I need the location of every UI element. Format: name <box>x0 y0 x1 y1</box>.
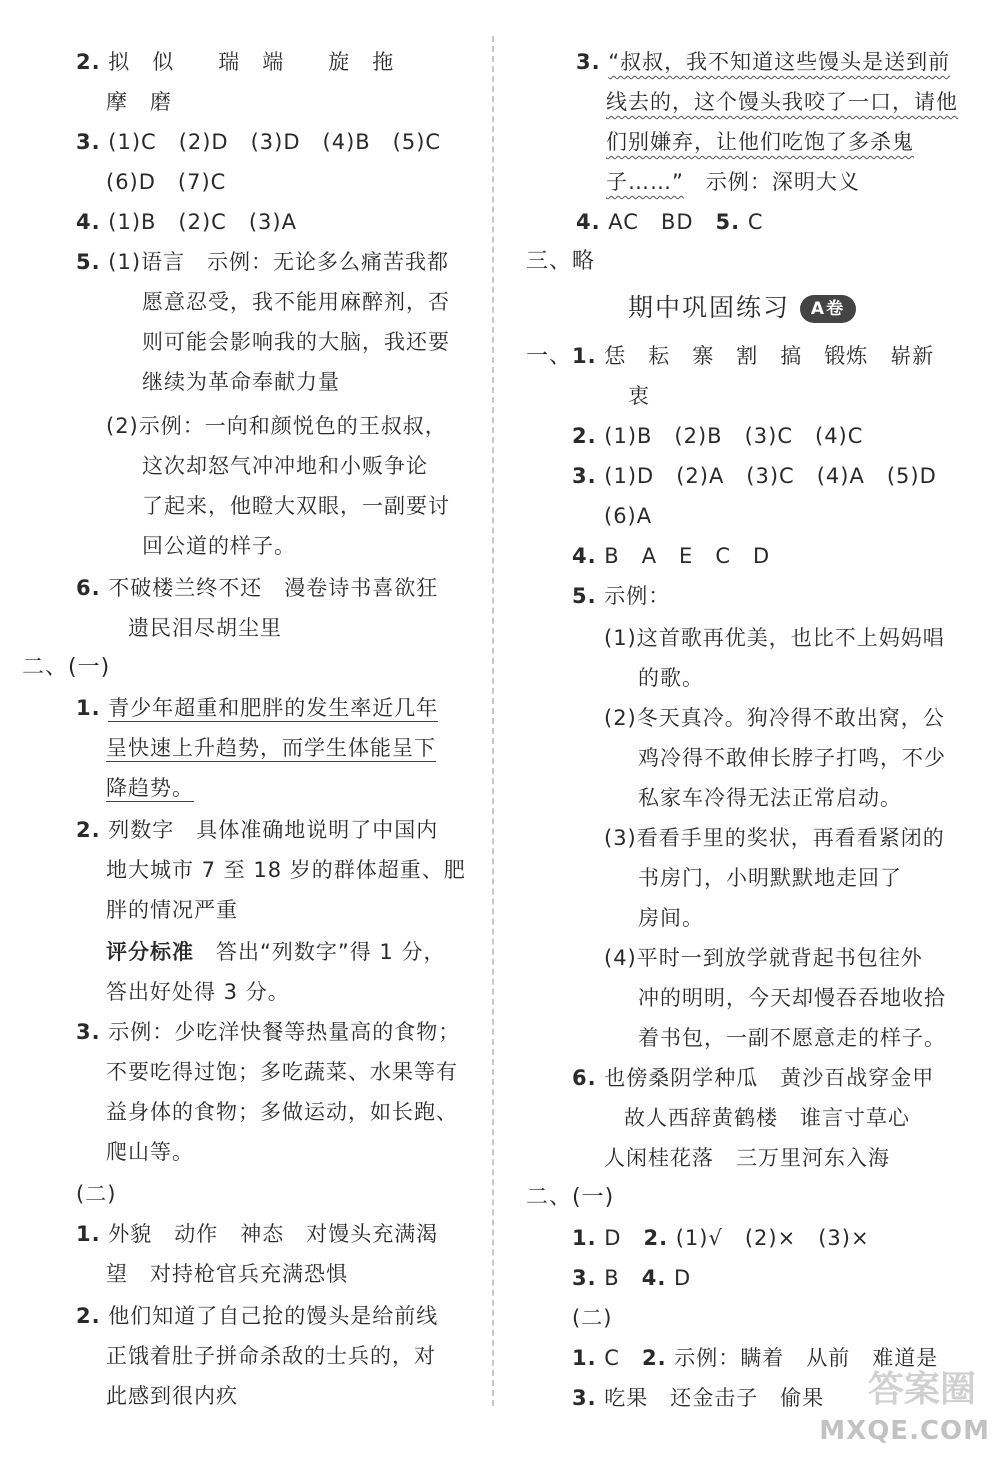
example-sentence-cont: 冲的明明，今天却慢吞吞地收拾 <box>638 986 946 1010</box>
item-number: 6. <box>572 1066 597 1090</box>
item-number: 5. <box>572 584 597 608</box>
item-text: 拟 似 瑞 端 旋 拖 <box>108 50 395 74</box>
item-text-cont: 望 对持枪官兵充满恐惧 <box>106 1262 348 1286</box>
item-text-cont: (2)示例：一向和颜悦色的王叔叔， <box>106 414 447 438</box>
passage2-item-2 <box>76 1296 438 1336</box>
item-number: 5. <box>76 250 101 274</box>
column-divider <box>492 36 494 1406</box>
item-number: 2. <box>572 424 597 448</box>
example-sentence-cont: 房间。 <box>638 906 704 930</box>
mid-item-3 <box>572 456 937 496</box>
item-number: 3. <box>572 464 597 488</box>
item-4-5 <box>576 202 763 242</box>
item-text-cont: 摩 磨 <box>106 90 172 114</box>
item-text: D <box>673 1266 692 1290</box>
item-text-cont: 胖的情况严重 <box>106 898 238 922</box>
item-number: 4. <box>572 544 597 568</box>
underlined-text: 青少年超重和肥胖的发生率近几年 <box>108 696 439 720</box>
item-number: 4. <box>576 210 601 234</box>
item-number: 3. <box>572 1386 597 1410</box>
item-text: (1)语言 示例：无论多么痛苦我都 <box>108 250 450 274</box>
a-volume-badge: A卷 <box>800 295 856 323</box>
mid-item-4 <box>572 536 770 576</box>
mid-item-6 <box>572 1058 934 1098</box>
item-text: 示例： <box>604 584 671 608</box>
item-text-cont: 人闲桂花落 三万里河东入海 <box>604 1146 890 1170</box>
scoring-text-cont: 答出好处得 3 分。 <box>106 980 290 1004</box>
item-number: 2. <box>641 1346 667 1370</box>
item-text: D <box>604 1226 622 1250</box>
item-text-cont: 继续为革命奉献力量 <box>142 370 340 394</box>
item-text: B <box>604 1266 620 1290</box>
section-title <box>628 286 856 330</box>
item-text-cont: 故人西辞黄鹤楼 谁言寸草心 <box>624 1106 910 1130</box>
mid-item-5 <box>572 576 670 616</box>
mid-item-1 <box>526 336 934 376</box>
item-number: 1. <box>76 696 101 720</box>
item-number: 6. <box>76 576 101 600</box>
example-sentence: (4)平时一到放学就背起书包往外 <box>604 946 923 970</box>
section-label: 三、 <box>526 249 573 274</box>
item-text: C <box>747 210 764 234</box>
section-text: 略 <box>572 249 596 274</box>
mid-section-2 <box>526 1178 614 1218</box>
example-sentence: (1)这首歌再优美，也比不上妈妈唱 <box>604 626 945 650</box>
wavy-underlined-text: “叔叔，我不知道这些馒头是送到前 <box>608 50 951 74</box>
item-text: (1)√ (2)× (3)× <box>675 1226 870 1250</box>
mid-passage2-item-3 <box>572 1378 824 1418</box>
item-number: 4. <box>76 210 101 234</box>
item-number: 3. <box>76 130 101 154</box>
item-text: AC BD <box>608 210 694 234</box>
item-text: (1)D (2)A (3)C (4)A (5)D <box>604 464 937 488</box>
item-text-cont: 回公道的样子。 <box>142 534 296 558</box>
item-number: 2. <box>643 1226 669 1250</box>
passage2-item-1 <box>76 1214 438 1254</box>
scoring-text: 答出“列数字”得 1 分， <box>216 940 446 964</box>
item-text-cont: 衷 <box>628 384 650 408</box>
example-sentence: (3)看看手里的奖状，再看看紧闭的 <box>604 826 945 850</box>
item-number: 2. <box>76 1304 101 1328</box>
item-text: 他们知道了自己抢的馒头是给前线 <box>108 1304 439 1328</box>
item-text-cont: (6)D (7)C <box>106 170 227 194</box>
item-text-cont: 不要吃得过饱；多吃蔬菜、水果等有 <box>106 1060 458 1084</box>
item-number: 1. <box>572 1226 597 1250</box>
item-text: 列数字 具体准确地说明了中国内 <box>108 818 439 842</box>
example-sentence-cont: 鸡冷得不敢伸长脖子打鸣，不少 <box>638 746 946 770</box>
item-number: 4. <box>641 1266 667 1290</box>
section-label: 二、 <box>22 655 69 680</box>
item-text-cont: 此感到很内疚 <box>106 1384 238 1408</box>
item-5 <box>76 242 449 282</box>
example-sentence-cont: 的歌。 <box>638 666 704 690</box>
item-2 <box>76 42 394 82</box>
item-4 <box>76 202 297 242</box>
item-number: 3. <box>572 1266 597 1290</box>
item-text-cont: 益身体的食物；多做运动，如长跑、 <box>106 1100 458 1124</box>
mid-passage1-items-1-2 <box>572 1218 870 1258</box>
item-text: (1)B (2)B (3)C (4)C <box>604 424 864 448</box>
item-text-cont: 遗民泪尽胡尘里 <box>128 616 282 640</box>
item-text: (1)B (2)C (3)A <box>108 210 297 234</box>
example-sentence-cont: 着书包，一副不愿意走的样子。 <box>638 1026 946 1050</box>
example-sentence: (2)冬天真冷。狗冷得不敢出窝，公 <box>604 706 945 730</box>
item-text: 吃果 还金击子 偷果 <box>604 1386 825 1410</box>
passage1-item-2 <box>76 810 438 850</box>
item-number: 3. <box>76 1020 101 1044</box>
subsection-label: (一) <box>572 1185 615 1210</box>
item-6 <box>76 568 438 608</box>
item-3 <box>76 122 441 162</box>
underlined-text: 呈快速上升趋势，而学生体能呈下 <box>106 736 436 760</box>
wavy-underlined-text: 线去的，这个馒头我咬了一口，请他 <box>606 90 958 114</box>
item-text: 恁 耘 寨 割 搞 锻炼 崭新 <box>604 344 935 368</box>
item-number: 1. <box>76 1222 101 1246</box>
scoring-note <box>106 932 445 972</box>
item-text: 示例：深明大义 <box>705 170 860 194</box>
subsection-label: (二) <box>76 1182 117 1206</box>
wavy-underlined-text: 子……” <box>606 170 684 194</box>
passage1-item-3 <box>76 1012 460 1052</box>
item-3 <box>576 42 950 82</box>
section-label: 二、 <box>526 1185 573 1210</box>
title-text: 期中巩固练习 <box>628 293 791 322</box>
item-text: C <box>604 1346 620 1370</box>
item-text: B A E C D <box>604 544 771 568</box>
passage1-item-1 <box>76 688 438 728</box>
watermark-site: MXQE.COM <box>819 1416 990 1446</box>
section-label: 一、 <box>526 344 573 369</box>
example-sentence-cont: 私家车冷得无法正常启动。 <box>638 786 902 810</box>
item-text: 也傍桑阴学种瓜 黄沙百战穿金甲 <box>604 1066 935 1090</box>
item-text-cont: 爬山等。 <box>106 1140 194 1164</box>
item-number: 1. <box>572 1346 597 1370</box>
watermark-logo: 答案圈 <box>867 1369 976 1410</box>
subsection-label: (一) <box>68 655 111 680</box>
wavy-underlined-text: 们别嫌弃，让他们吃饱了多杀鬼 <box>606 130 914 154</box>
subsection-label: (二) <box>572 1306 613 1330</box>
section-2 <box>22 648 110 688</box>
item-text-cont: 地大城市 7 至 18 岁的群体超重、肥 <box>106 858 466 882</box>
underlined-text: 降趋势。 <box>106 776 194 800</box>
item-text: (1)C (2)D (3)D (4)B (5)C <box>108 130 442 154</box>
item-text: 外貌 动作 神态 对馒头充满渴 <box>108 1222 439 1246</box>
item-text-cont: 了起来，他瞪大双眼，一副要讨 <box>142 494 450 518</box>
item-text-cont: 则可能会影响我的大脑，我还要 <box>142 330 450 354</box>
item-text-cont: (6)A <box>604 504 653 528</box>
item-text: 不破楼兰终不还 漫卷诗书喜欲狂 <box>108 576 439 600</box>
scoring-label: 评分标准 <box>106 940 194 964</box>
example-sentence-cont: 书房门，小明默默地走回了 <box>638 866 902 890</box>
mid-passage1-items-3-4 <box>572 1258 691 1298</box>
item-number: 5. <box>715 210 741 234</box>
item-text-cont: 正饿着肚子拼命杀敌的士兵的，对 <box>106 1344 436 1368</box>
section-3 <box>526 242 595 282</box>
item-text: 示例：瞒着 从前 难道是 <box>674 1346 939 1370</box>
item-text-cont: 愿意忍受，我不能用麻醉剂，否 <box>142 290 450 314</box>
mid-item-2 <box>572 416 863 456</box>
item-number: 2. <box>76 50 101 74</box>
item-number: 2. <box>76 818 101 842</box>
item-number: 1. <box>572 344 597 368</box>
item-text: 示例：少吃洋快餐等热量高的食物； <box>108 1020 461 1044</box>
item-number: 3. <box>576 50 601 74</box>
item-text-cont: 这次却怒气冲冲地和小贩争论 <box>142 454 428 478</box>
